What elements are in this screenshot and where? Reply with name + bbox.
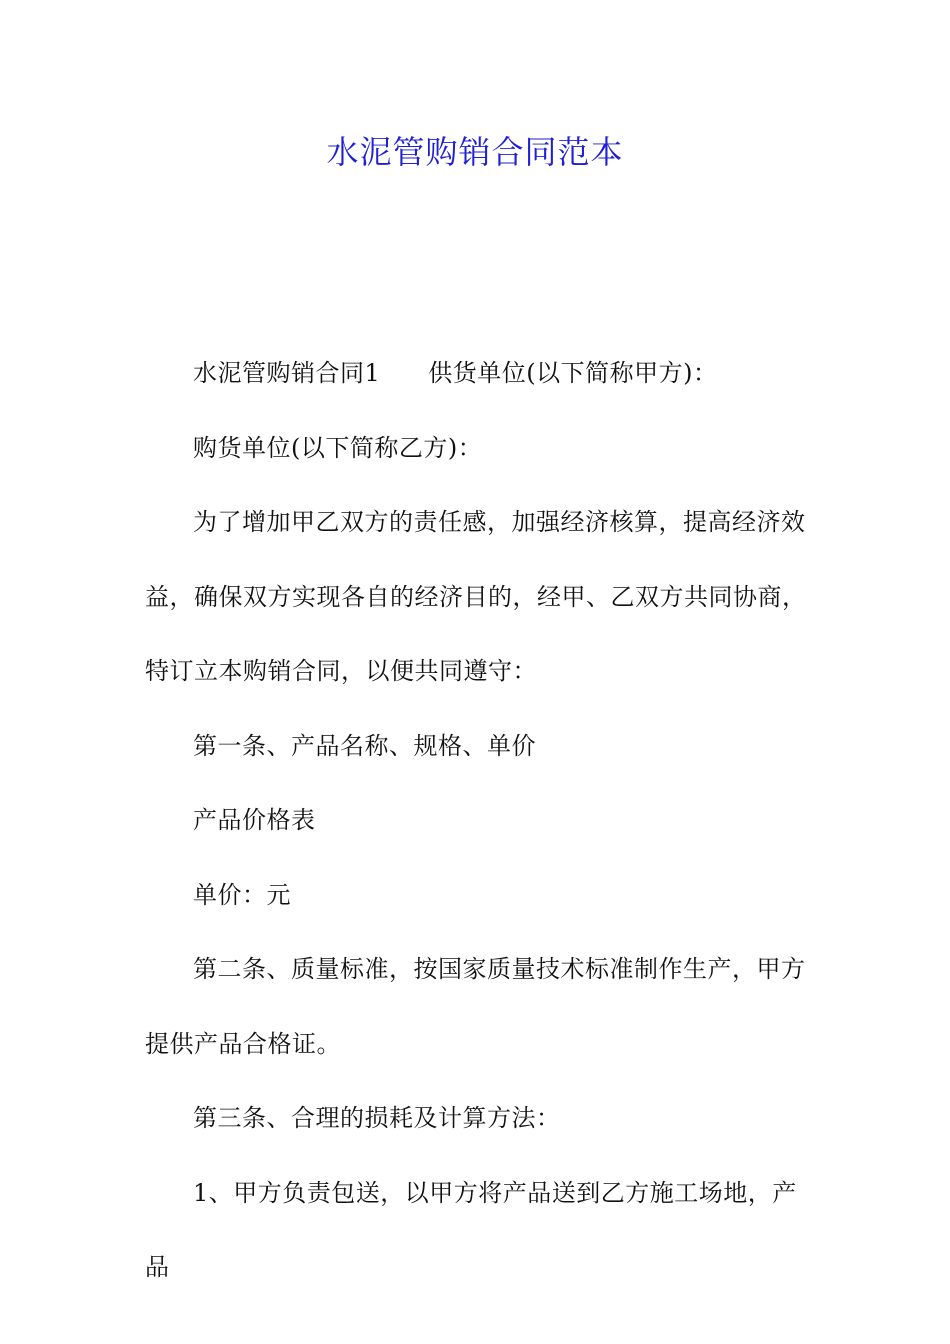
- paragraph-article-1: 第一条、产品名称、规格、单价: [193, 731, 536, 760]
- paragraph-contract-header: [145, 336, 810, 411]
- paragraph-preamble: 为了增加甲乙双方的责任感，加强经济核算，提高经济效益，确保双方实现各自的经济目的，经甲、乙双方共同协商，特订立本购销合同，以便共同遵守：: [145, 508, 807, 685]
- paragraph-item-1: 1、甲方负责包送，以甲方将产品送到乙方施工场地，产品: [145, 1178, 797, 1281]
- paragraph-unit-price: 单价：元: [193, 880, 291, 909]
- document-body: [145, 336, 810, 1305]
- paragraph-buyer: 购货单位(以下简称乙方)：: [193, 433, 483, 462]
- paragraph-article-3: 第三条、合理的损耗及计算方法：: [193, 1104, 561, 1132]
- supplier-label: 供货单位(以下简称甲方)：: [428, 359, 718, 387]
- contract-number-label: 水泥管购销合同1: [193, 359, 381, 387]
- document-title: 水泥管购销合同范本: [326, 133, 624, 171]
- paragraph-article-2: 第二条、质量标准，按国家质量技术标准制作生产，甲方提供产品合格证。: [145, 955, 806, 1058]
- paragraph-price-table: 产品价格表: [193, 806, 316, 834]
